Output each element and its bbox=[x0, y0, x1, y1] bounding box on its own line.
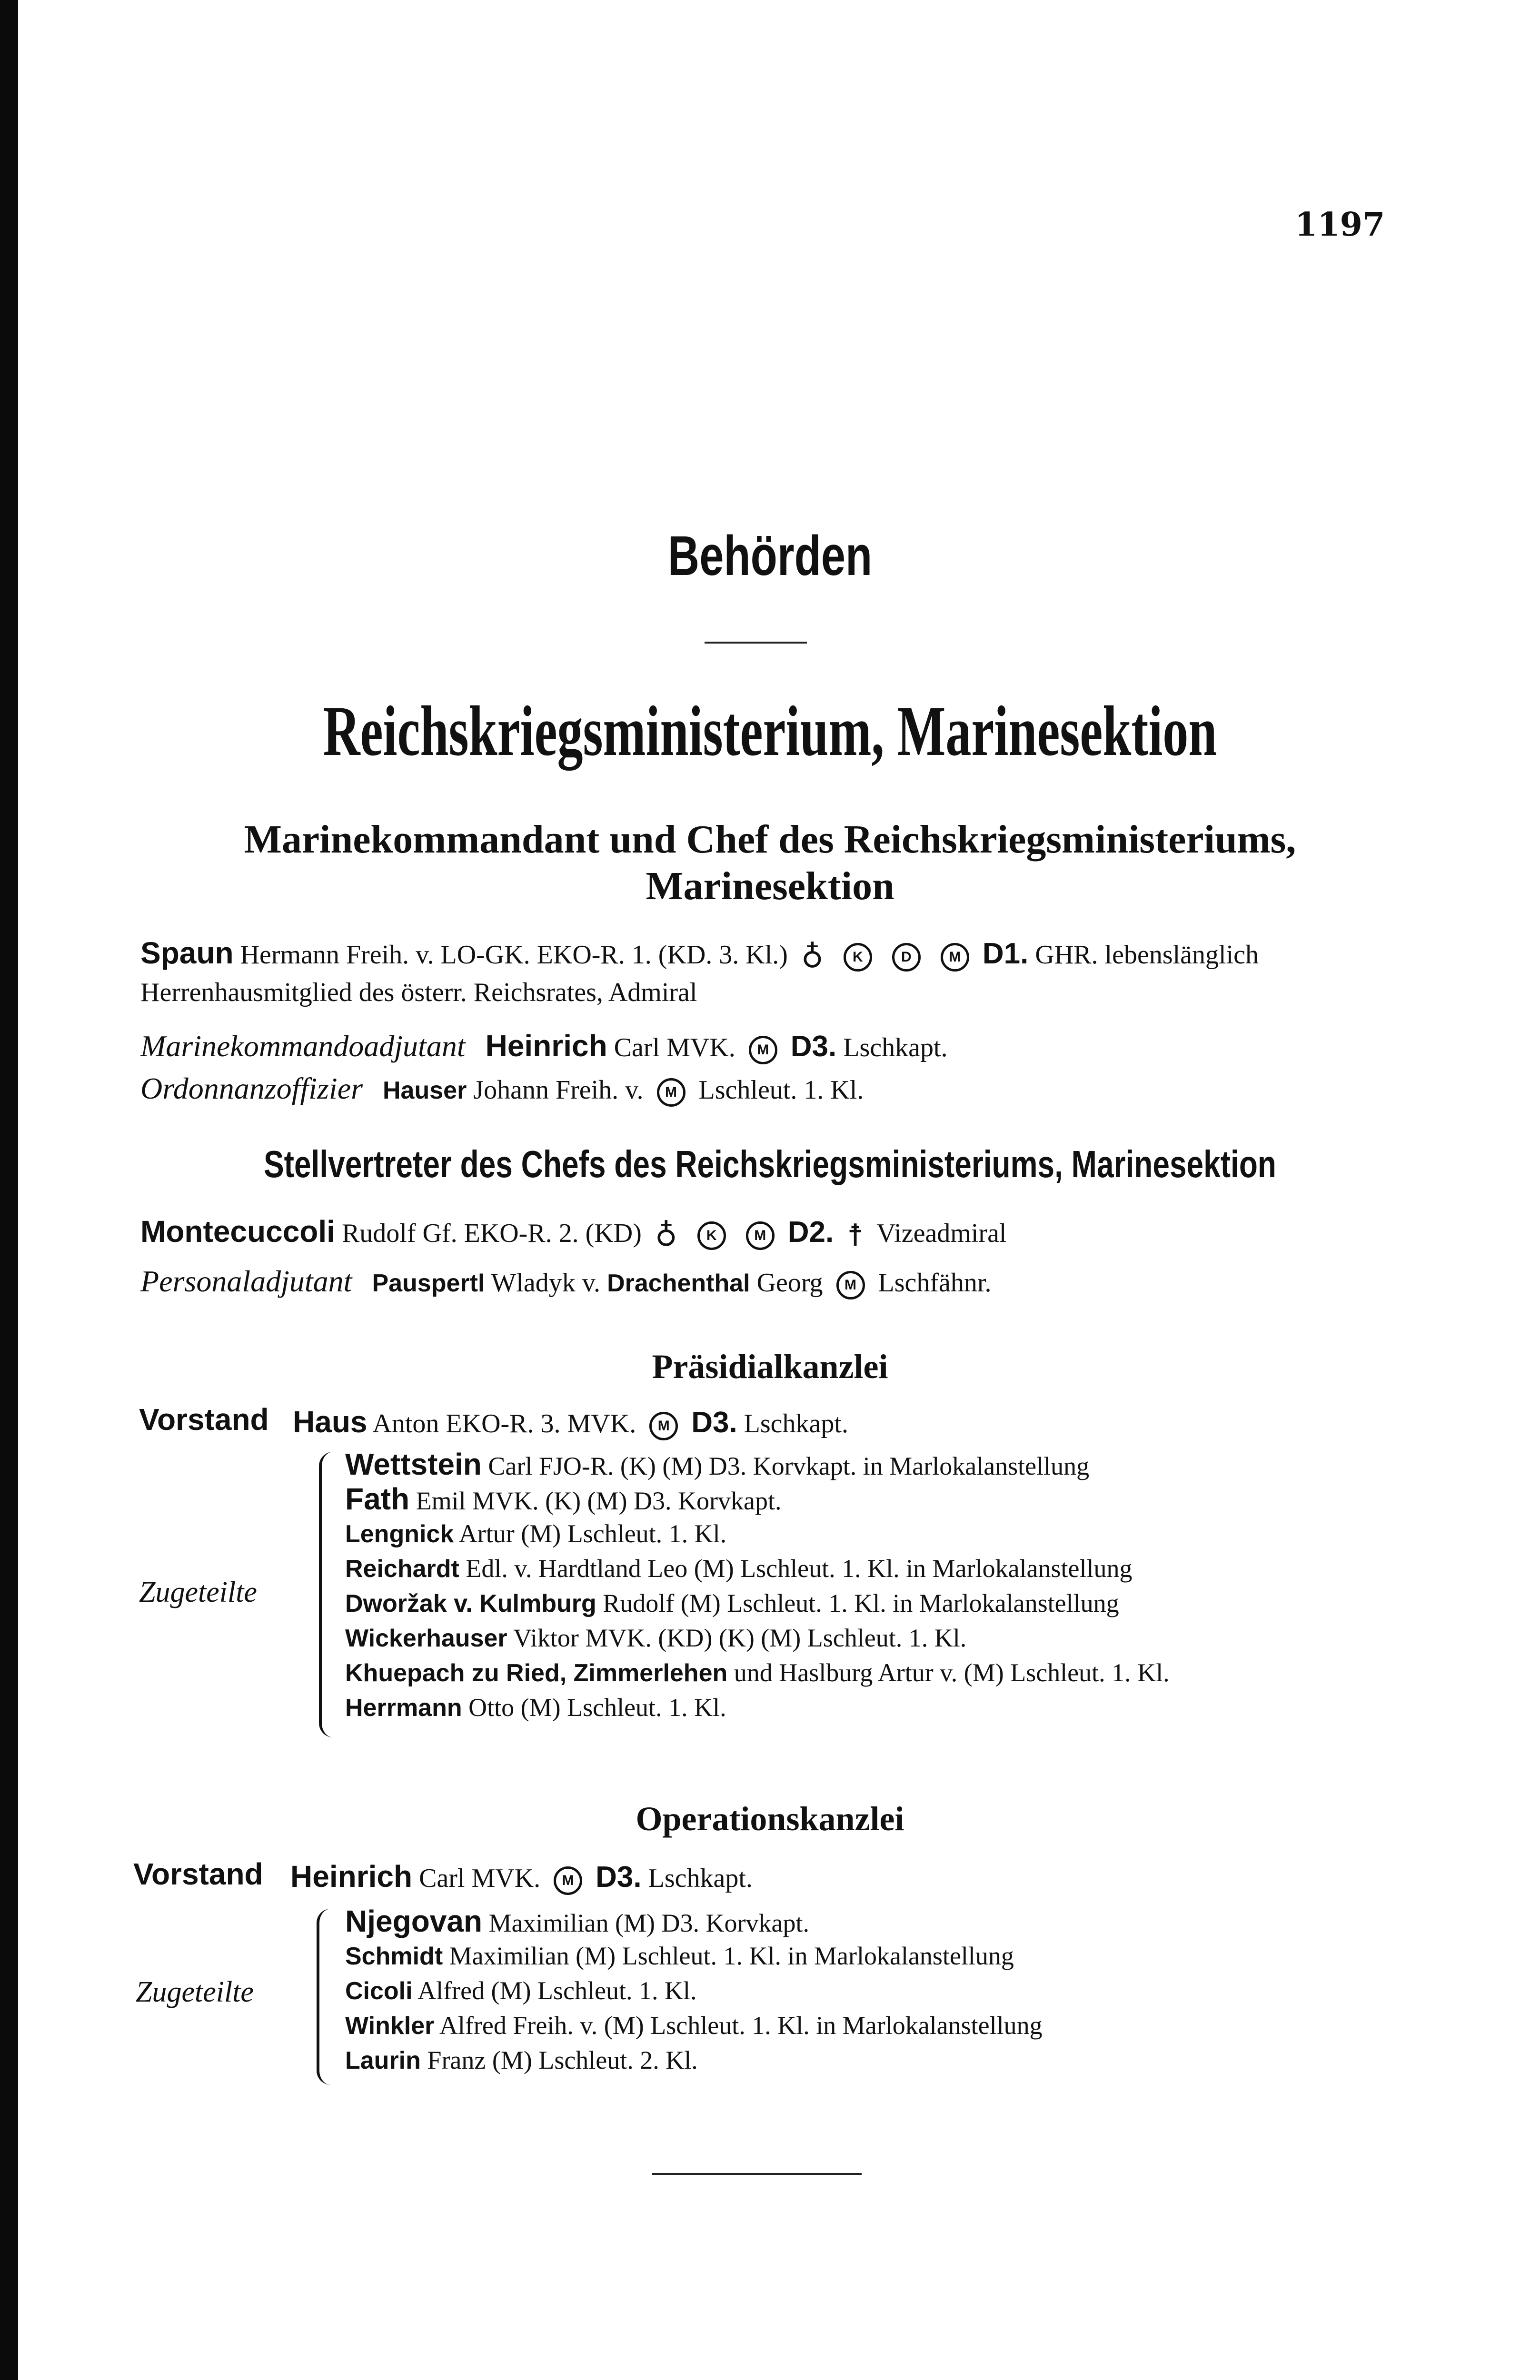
adjutant-rank: Lschkapt. bbox=[843, 1033, 948, 1062]
ordonnanz-entry bbox=[140, 1071, 1378, 1108]
personal-role: Personaladjutant bbox=[140, 1264, 352, 1298]
deputy-text: Rudolf Gf. EKO-R. 2. (KD) bbox=[341, 1219, 642, 1248]
personal-entry bbox=[140, 1264, 1378, 1301]
member-text: und Haslburg Artur v. (M) Lschleut. 1. Kl. bbox=[734, 1658, 1170, 1687]
praesidial-vorstand-entry bbox=[293, 1404, 1530, 1441]
medal-icon: M bbox=[649, 1412, 678, 1440]
list-item bbox=[345, 1482, 1170, 1517]
adjutant-text: Carl MVK. bbox=[614, 1033, 735, 1062]
medal-icon: K bbox=[844, 943, 872, 972]
operations-vorstand-text: Carl MVK. bbox=[419, 1864, 541, 1893]
chief-text-2: GHR. lebenslänglich Herrenhausmitglied des österr. Reichsrates, Admiral bbox=[140, 940, 1259, 1008]
member-name: Schmidt bbox=[345, 1943, 443, 1970]
list-item bbox=[345, 2008, 1043, 2043]
adjutant-name: Heinrich bbox=[485, 1029, 607, 1063]
ordonnanz-text: Johann Freih. v. bbox=[473, 1075, 644, 1105]
adjutant-entry bbox=[140, 1028, 1378, 1065]
deputy-rank: Vizeadmiral bbox=[876, 1219, 1007, 1248]
list-item bbox=[345, 1904, 1043, 1939]
operations-heading: Operationskanzlei bbox=[636, 1800, 904, 1838]
chief-heading: Marinekommandant und Chef des Reichskriegsministeriums, Marinesektion bbox=[244, 817, 1296, 908]
ordonnanz-role: Ordonnanzoffizier bbox=[140, 1071, 363, 1105]
footer-rule bbox=[652, 2173, 862, 2175]
member-text: Maximilian (M) D3. Korvkapt. bbox=[488, 1909, 809, 1937]
praesidial-zugeteilte-label: Zugeteilte bbox=[139, 1576, 257, 1608]
personal-name: Pauspertl bbox=[372, 1269, 485, 1297]
list-item bbox=[345, 1621, 1170, 1656]
deputy-name: Montecuccoli bbox=[140, 1214, 335, 1249]
member-text: Artur (M) Lschleut. 1. Kl. bbox=[458, 1519, 727, 1548]
operations-vorstand-entry bbox=[290, 1859, 1528, 1896]
list-item bbox=[345, 1551, 1170, 1586]
operations-zugeteilte-label: Zugeteilte bbox=[136, 1976, 254, 2008]
medal-icon: D bbox=[892, 943, 921, 972]
member-name: Lengnick bbox=[345, 1520, 454, 1548]
member-text: Edl. v. Hardtland Leo (M) Lschleut. 1. Kl. in Marlokalanstellung bbox=[466, 1554, 1133, 1583]
personal-text-2: Georg bbox=[756, 1268, 823, 1298]
member-text: Alfred (M) Lschleut. 1. Kl. bbox=[417, 1976, 697, 2005]
personal-name-2: Drachenthal bbox=[607, 1269, 750, 1297]
deputy-grade: D2. bbox=[787, 1216, 834, 1249]
personal-text: Wladyk v. bbox=[491, 1268, 601, 1298]
deputy-entry bbox=[140, 1214, 1378, 1253]
praesidial-vorstand-rank: Lschkapt. bbox=[744, 1409, 848, 1438]
chief-name: Spaun bbox=[140, 936, 234, 970]
deputy-heading: Stellvertreter des Chefs des Reichskriegsministeriums, Marinesektion bbox=[263, 1143, 1277, 1185]
order-symbol-icon: ♁ bbox=[801, 940, 824, 974]
section-title: Behörden bbox=[667, 525, 873, 587]
list-item bbox=[345, 1586, 1170, 1621]
member-name: Herrmann bbox=[345, 1694, 462, 1722]
ordonnanz-rank: Lschleut. 1. Kl. bbox=[698, 1075, 864, 1105]
chief-grade: D1. bbox=[982, 937, 1029, 970]
member-text: Carl FJO-R. (K) (M) D3. Korvkapt. in Marlokalanstellung bbox=[488, 1452, 1090, 1480]
member-name: Cicoli bbox=[345, 1977, 413, 2005]
praesidial-vorstand-text: Anton EKO-R. 3. MVK. bbox=[372, 1409, 636, 1438]
list-item bbox=[345, 2043, 1043, 2078]
operations-members bbox=[345, 1904, 1043, 2078]
member-text: Emil MVK. (K) (M) D3. Korvkapt. bbox=[416, 1487, 782, 1515]
member-name: Laurin bbox=[345, 2047, 421, 2074]
member-text: Otto (M) Lschleut. 1. Kl. bbox=[468, 1693, 726, 1722]
list-item bbox=[345, 1447, 1170, 1482]
list-item bbox=[345, 1656, 1170, 1690]
main-title: Reichskriegsministerium, Marinesektion bbox=[323, 692, 1217, 771]
member-text: Alfred Freih. v. (M) Lschleut. 1. Kl. in Marlokalanstellung bbox=[439, 2011, 1043, 2040]
member-text: Viktor MVK. (KD) (K) (M) Lschleut. 1. Kl. bbox=[513, 1624, 967, 1652]
member-text: Maximilian (M) Lschleut. 1. Kl. in Marlokalanstellung bbox=[449, 1942, 1014, 1970]
member-name: Dworžak v. Kulmburg bbox=[345, 1590, 596, 1617]
member-name: Khuepach zu Ried, Zimmerlehen bbox=[345, 1659, 728, 1687]
praesidial-vorstand-grade: D3. bbox=[691, 1406, 737, 1439]
member-text: Franz (M) Lschleut. 2. Kl. bbox=[427, 2046, 698, 2074]
medal-icon: M bbox=[749, 1036, 777, 1064]
medal-icon: M bbox=[746, 1221, 775, 1250]
medal-icon: M bbox=[657, 1078, 686, 1107]
cross-icon: ☨ bbox=[847, 1219, 864, 1253]
operations-brace bbox=[317, 1909, 338, 2085]
list-item bbox=[345, 1690, 1170, 1725]
member-text: Rudolf (M) Lschleut. 1. Kl. in Marlokalanstellung bbox=[603, 1589, 1119, 1617]
medal-icon: M bbox=[836, 1271, 865, 1299]
order-symbol-icon: ♁ bbox=[655, 1219, 677, 1253]
adjutant-grade: D3. bbox=[790, 1030, 837, 1063]
chief-entry bbox=[140, 935, 1369, 1010]
member-name: Wettstein bbox=[345, 1447, 482, 1481]
member-name: Reichardt bbox=[345, 1555, 459, 1583]
medal-icon: M bbox=[941, 943, 969, 972]
page-number: 1197 bbox=[1295, 206, 1385, 244]
personal-rank: Lschfähnr. bbox=[878, 1268, 992, 1298]
operations-vorstand-grade: D3. bbox=[596, 1861, 642, 1894]
member-name: Wickerhauser bbox=[345, 1625, 507, 1652]
operations-vorstand-rank: Lschkapt. bbox=[648, 1864, 753, 1893]
scan-edge bbox=[0, 0, 18, 2380]
praesidial-brace bbox=[319, 1452, 341, 1737]
member-name: Fath bbox=[345, 1482, 410, 1516]
list-item bbox=[345, 1973, 1043, 2008]
member-name: Njegovan bbox=[345, 1904, 483, 1938]
adjutant-role: Marinekommandoadjutant bbox=[140, 1029, 466, 1063]
ordonnanz-name: Hauser bbox=[383, 1077, 467, 1104]
medal-icon: K bbox=[697, 1221, 726, 1250]
praesidial-vorstand-name: Haus bbox=[293, 1405, 368, 1439]
operations-vorstand-name: Heinrich bbox=[290, 1859, 413, 1894]
praesidial-members bbox=[345, 1447, 1170, 1725]
chief-text: Hermann Freih. v. LO-GK. EKO-R. 1. (KD. 3. Kl.) bbox=[240, 940, 788, 970]
title-rule bbox=[705, 642, 807, 644]
list-item bbox=[345, 1517, 1170, 1551]
member-name: Winkler bbox=[345, 2012, 435, 2040]
list-item bbox=[345, 1939, 1043, 1973]
praesidial-heading: Präsidialkanzlei bbox=[652, 1348, 888, 1386]
praesidial-vorstand-label: Vorstand bbox=[139, 1402, 269, 1437]
medal-icon: M bbox=[554, 1866, 582, 1895]
operations-vorstand-label: Vorstand bbox=[133, 1857, 263, 1891]
